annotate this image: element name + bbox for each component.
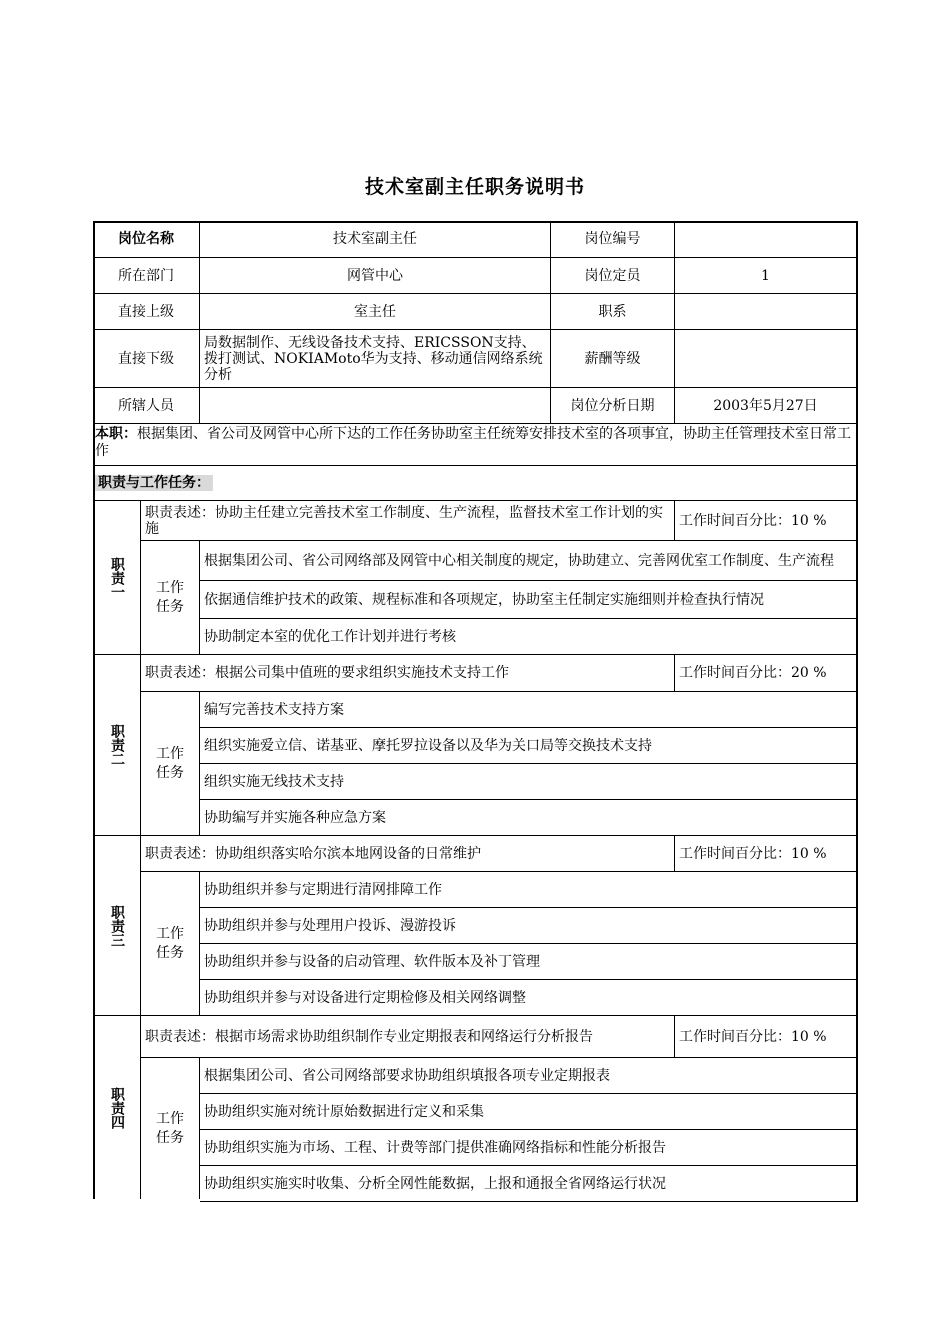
task-label-text: 工作任务 xyxy=(156,925,184,961)
task-3-1 xyxy=(200,872,857,908)
task-label-1 xyxy=(141,541,200,655)
info-value2-4 xyxy=(675,330,857,388)
task-label-3 xyxy=(141,872,200,1016)
task-2-3-text: 组织实施无线技术支持 xyxy=(204,773,344,790)
duty-pct-2 xyxy=(675,655,857,692)
info-label-5 xyxy=(93,388,200,424)
info-label-4-text: 直接下级 xyxy=(118,350,174,367)
info-value2-2-text: 1 xyxy=(761,267,770,284)
task-label-2 xyxy=(141,692,200,836)
task-2-4-text: 协助编写并实施各种应急方案 xyxy=(204,809,386,826)
info-value2-5 xyxy=(675,388,857,424)
duty-desc-4 xyxy=(141,1016,675,1058)
duty-desc-3 xyxy=(141,836,675,872)
info-label2-2 xyxy=(551,258,675,294)
info-label-2 xyxy=(93,258,200,294)
duty-name-4: 职责四 xyxy=(93,1016,141,1199)
info-value2-3 xyxy=(675,294,857,330)
duty-desc-4-text: 职责表述：根据市场需求协助组织制作专业定期报表和网络运行分析报告 xyxy=(145,1028,593,1045)
info-label2-4 xyxy=(551,330,675,388)
duties-header xyxy=(93,466,857,501)
task-3-2 xyxy=(200,908,857,944)
table-right-border xyxy=(856,221,858,1202)
task-4-3-text: 协助组织实施为市场、工程、计费等部门提供准确网络指标和性能分析报告 xyxy=(204,1139,666,1156)
task-3-4 xyxy=(200,980,857,1016)
task-2-1 xyxy=(200,692,857,728)
task-3-4-text: 协助组织并参与对设备进行定期检修及相关网络调整 xyxy=(204,989,526,1006)
job-summary xyxy=(93,424,857,466)
info-label2-5-text: 岗位分析日期 xyxy=(570,397,655,414)
table-top-border xyxy=(93,221,858,223)
task-label-4 xyxy=(141,1058,200,1199)
info-value-5 xyxy=(200,388,551,424)
task-3-1-text: 协助组织并参与定期进行清网排障工作 xyxy=(204,881,442,898)
info-value-1 xyxy=(200,221,551,258)
info-label-5-text: 所辖人员 xyxy=(118,397,174,414)
info-label2-5 xyxy=(551,388,675,424)
info-label-1-text: 岗位名称 xyxy=(118,231,174,247)
task-2-2-text: 组织实施爱立信、诺基亚、摩托罗拉设备以及华为关口局等交换技术支持 xyxy=(204,737,652,754)
duty-pct-1 xyxy=(675,501,857,541)
task-1-3 xyxy=(200,619,857,655)
task-4-1 xyxy=(200,1058,857,1094)
task-2-1-text: 编写完善技术支持方案 xyxy=(204,701,344,718)
task-1-2 xyxy=(200,581,857,619)
duty-name-3: 职责三 xyxy=(93,836,141,1016)
task-1-3-text: 协助制定本室的优化工作计划并进行考核 xyxy=(204,628,456,645)
duty-desc-2-text: 职责表述：根据公司集中值班的要求组织实施技术支持工作 xyxy=(145,665,509,681)
info-label-3-text: 直接上级 xyxy=(118,303,174,320)
task-2-3 xyxy=(200,764,857,800)
task-4-3 xyxy=(200,1130,857,1166)
info-value2-1 xyxy=(675,221,857,258)
task-4-4 xyxy=(200,1166,857,1202)
info-label2-2-text: 岗位定员 xyxy=(584,267,641,284)
info-value-3 xyxy=(200,294,551,330)
duty-pct-2-text: 工作时间百分比：20 % xyxy=(679,665,827,681)
duty-desc-1 xyxy=(141,501,675,541)
task-4-2-text: 协助组织实施对统计原始数据进行定义和采集 xyxy=(204,1103,484,1120)
task-1-1-text: 根据集团公司、省公司网络部及网管中心相关制度的规定，协助建立、完善网优室工作制度、生产流程 xyxy=(204,552,834,569)
summary-label: 本职： xyxy=(95,426,137,442)
task-4-1-text: 根据集团公司、省公司网络部要求协助组织填报各项专业定期报表 xyxy=(204,1067,610,1084)
duty-pct-3-text: 工作时间百分比：10 % xyxy=(679,845,827,862)
duty-pct-4-text: 工作时间百分比：10 % xyxy=(679,1028,827,1045)
info-value2-5-text: 2003年5月27日 xyxy=(713,397,818,414)
task-label-text: 工作任务 xyxy=(156,579,184,615)
info-label-3 xyxy=(93,294,200,330)
table-left-border xyxy=(93,221,95,1199)
duty-desc-2 xyxy=(141,655,675,692)
duty-pct-1-text: 工作时间百分比：10 % xyxy=(679,512,827,529)
info-value-2 xyxy=(200,258,551,294)
info-label2-1 xyxy=(551,221,675,258)
task-3-3-text: 协助组织并参与设备的启动管理、软件版本及补丁管理 xyxy=(204,953,540,970)
info-value2-2 xyxy=(675,258,857,294)
task-4-4-text: 协助组织实施实时收集、分析全网性能数据，上报和通报全省网络运行状况 xyxy=(204,1175,666,1192)
task-3-2-text: 协助组织并参与处理用户投诉、漫游投诉 xyxy=(204,917,456,934)
info-value-1-text: 技术室副主任 xyxy=(333,231,417,247)
info-value-3-text: 室主任 xyxy=(354,303,396,320)
info-label2-1-text: 岗位编号 xyxy=(584,231,641,247)
info-label-2-text: 所在部门 xyxy=(118,267,174,284)
duty-name-1: 职责一 xyxy=(93,501,141,655)
task-label-text: 工作任务 xyxy=(156,745,184,781)
duty-desc-3-text: 职责表述：协助组织落实哈尔滨本地网设备的日常维护 xyxy=(145,845,481,862)
info-label-1 xyxy=(93,221,200,258)
info-label2-3-text: 职系 xyxy=(598,303,627,320)
info-label-4 xyxy=(93,330,200,388)
duty-pct-4 xyxy=(675,1016,857,1058)
duty-name-2: 职责二 xyxy=(93,655,141,836)
duty-desc-1-text: 职责表述：协助主任建立完善技术室工作制度、生产流程，监督技术室工作计划的实施 xyxy=(145,504,663,537)
task-3-3 xyxy=(200,944,857,980)
info-value-2-text: 网管中心 xyxy=(347,267,403,284)
task-1-2-text: 依据通信维护技术的政策、规程标准和各项规定，协助室主任制定实施细则并检查执行情况 xyxy=(204,591,764,608)
task-1-1 xyxy=(200,541,857,581)
duty-pct-3 xyxy=(675,836,857,872)
task-2-4 xyxy=(200,800,857,836)
duties-header-text: 职责与工作任务： xyxy=(95,475,213,491)
info-label2-3 xyxy=(551,294,675,330)
page-title: 技术室副主任职务说明书 xyxy=(364,176,585,198)
info-value-4-text: 局数据制作、无线设备技术支持、ERICSSON支持、拨打测试、NOKIAMoto华为支持、移动通信网络系统分析 xyxy=(204,334,543,383)
info-label2-4-text: 薪酬等级 xyxy=(584,350,641,367)
info-value-4 xyxy=(200,330,551,388)
task-4-2 xyxy=(200,1094,857,1130)
summary-text: 根据集团、省公司及网管中心所下达的工作任务协助室主任统筹安排技术室的各项事宜，协助主任管理技术室日常工作 xyxy=(95,426,851,459)
task-label-text: 工作任务 xyxy=(156,1110,184,1146)
task-2-2 xyxy=(200,728,857,764)
